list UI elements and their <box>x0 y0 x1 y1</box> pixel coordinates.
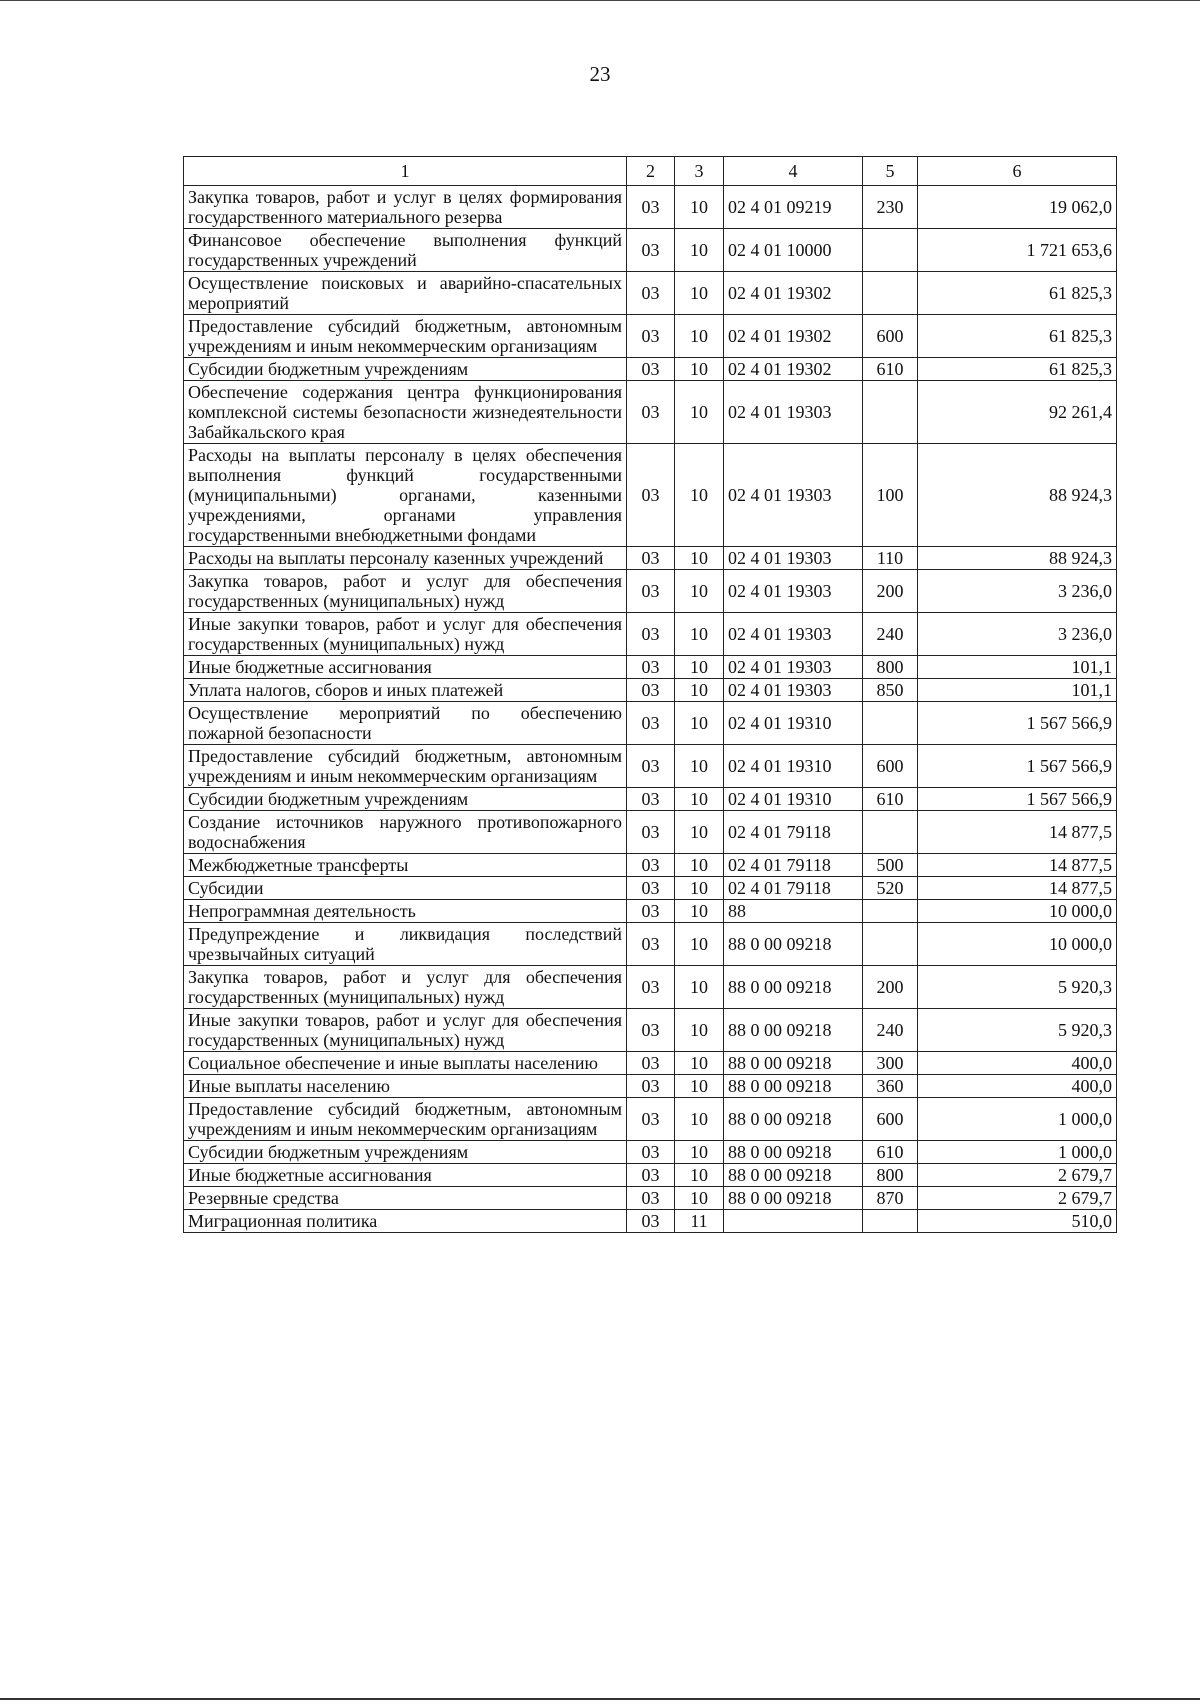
expense-type-cell <box>863 1210 918 1233</box>
header-row <box>184 157 1117 186</box>
amount-cell: 1 000,0 <box>918 1141 1117 1164</box>
amount-cell: 10 000,0 <box>918 900 1117 923</box>
amount-cell: 101,1 <box>918 679 1117 702</box>
amount-cell: 1 000,0 <box>918 1098 1117 1141</box>
target-article-cell: 88 0 00 09218 <box>724 1187 863 1210</box>
target-article-cell: 88 0 00 09218 <box>724 1141 863 1164</box>
expense-name-cell: Создание источников наружного противопожарного водоснабжения <box>184 811 627 854</box>
section-cell: 03 <box>627 656 675 679</box>
subsection-cell: 11 <box>675 1210 724 1233</box>
target-article-cell: 88 0 00 09218 <box>724 1075 863 1098</box>
expense-name-cell: Предоставление субсидий бюджетным, автономным учреждениям и иным некоммерческим организациям <box>184 315 627 358</box>
subsection-cell: 10 <box>675 547 724 570</box>
expense-name-cell: Иные закупки товаров, работ и услуг для обеспечения государственных (муниципальных) нужд <box>184 1009 627 1052</box>
expense-type-cell: 610 <box>863 358 918 381</box>
expense-name-cell: Расходы на выплаты персоналу в целях обеспечения выполнения функций государственными (муниципальными) органами, казенными учреждениями, органами управления государственными внебюджетными фондами <box>184 444 627 547</box>
target-article-cell: 02 4 01 09219 <box>724 186 863 229</box>
section-cell: 03 <box>627 966 675 1009</box>
subsection-cell: 10 <box>675 444 724 547</box>
table-row <box>184 679 1117 702</box>
amount-cell: 2 679,7 <box>918 1164 1117 1187</box>
expense-name-cell: Уплата налогов, сборов и иных платежей <box>184 679 627 702</box>
amount-cell: 400,0 <box>918 1052 1117 1075</box>
amount-cell: 1 567 566,9 <box>918 745 1117 788</box>
subsection-cell: 10 <box>675 1164 724 1187</box>
section-cell: 03 <box>627 854 675 877</box>
subsection-cell: 10 <box>675 656 724 679</box>
section-cell: 03 <box>627 788 675 811</box>
expense-name-cell: Социальное обеспечение и иные выплаты населению <box>184 1052 627 1075</box>
amount-cell: 1 567 566,9 <box>918 702 1117 745</box>
expense-type-cell <box>863 702 918 745</box>
section-cell: 03 <box>627 745 675 788</box>
expense-name-cell: Предупреждение и ликвидация последствий чрезвычайных ситуаций <box>184 923 627 966</box>
subsection-cell: 10 <box>675 1075 724 1098</box>
expense-name-cell: Закупка товаров, работ и услуг для обеспечения государственных (муниципальных) нужд <box>184 966 627 1009</box>
section-cell: 03 <box>627 1187 675 1210</box>
subsection-cell: 10 <box>675 679 724 702</box>
target-article-cell: 02 4 01 19303 <box>724 570 863 613</box>
subsection-cell: 10 <box>675 854 724 877</box>
scan-top-edge <box>0 0 1200 1</box>
section-cell: 03 <box>627 900 675 923</box>
target-article-cell: 02 4 01 19302 <box>724 272 863 315</box>
subsection-cell: 10 <box>675 811 724 854</box>
expense-type-cell: 800 <box>863 656 918 679</box>
expense-name-cell: Иные закупки товаров, работ и услуг для обеспечения государственных (муниципальных) нужд <box>184 613 627 656</box>
table-row <box>184 229 1117 272</box>
expense-type-cell: 240 <box>863 613 918 656</box>
table-row <box>184 1210 1117 1233</box>
table-row <box>184 702 1117 745</box>
expense-type-cell: 200 <box>863 966 918 1009</box>
expense-type-cell: 110 <box>863 547 918 570</box>
subsection-cell: 10 <box>675 381 724 444</box>
subsection-cell: 10 <box>675 229 724 272</box>
section-cell: 03 <box>627 877 675 900</box>
subsection-cell: 10 <box>675 900 724 923</box>
expense-type-cell: 600 <box>863 745 918 788</box>
expense-type-cell: 600 <box>863 315 918 358</box>
subsection-cell: 10 <box>675 923 724 966</box>
expense-name-cell: Субсидии бюджетным учреждениям <box>184 788 627 811</box>
expense-name-cell: Межбюджетные трансферты <box>184 854 627 877</box>
section-cell: 03 <box>627 702 675 745</box>
table-row <box>184 272 1117 315</box>
amount-cell: 1 721 653,6 <box>918 229 1117 272</box>
target-article-cell: 88 0 00 09218 <box>724 1052 863 1075</box>
scan-bottom-edge <box>0 1698 1200 1700</box>
expense-name-cell: Иные выплаты населению <box>184 1075 627 1098</box>
section-cell: 03 <box>627 315 675 358</box>
section-cell: 03 <box>627 1210 675 1233</box>
section-cell: 03 <box>627 1009 675 1052</box>
subsection-cell: 10 <box>675 570 724 613</box>
target-article-cell <box>724 1210 863 1233</box>
amount-cell: 1 567 566,9 <box>918 788 1117 811</box>
section-cell: 03 <box>627 1052 675 1075</box>
amount-cell: 14 877,5 <box>918 877 1117 900</box>
amount-cell: 101,1 <box>918 656 1117 679</box>
table-row <box>184 1075 1117 1098</box>
amount-cell: 5 920,3 <box>918 1009 1117 1052</box>
expense-name-cell: Субсидии бюджетным учреждениям <box>184 358 627 381</box>
table-row <box>184 1187 1117 1210</box>
expense-type-cell: 500 <box>863 854 918 877</box>
table-row <box>184 854 1117 877</box>
subsection-cell: 10 <box>675 186 724 229</box>
expense-type-cell <box>863 229 918 272</box>
table-row <box>184 186 1117 229</box>
subsection-cell: 10 <box>675 1141 724 1164</box>
target-article-cell: 02 4 01 19310 <box>724 788 863 811</box>
section-cell: 03 <box>627 613 675 656</box>
expense-name-cell: Расходы на выплаты персоналу казенных учреждений <box>184 547 627 570</box>
target-article-cell: 02 4 01 19302 <box>724 315 863 358</box>
target-article-cell: 02 4 01 19310 <box>724 745 863 788</box>
expense-name-cell: Финансовое обеспечение выполнения функций государственных учреждений <box>184 229 627 272</box>
expense-type-cell <box>863 272 918 315</box>
expense-type-cell: 610 <box>863 1141 918 1164</box>
expense-type-cell: 100 <box>863 444 918 547</box>
target-article-cell: 02 4 01 19303 <box>724 613 863 656</box>
amount-cell: 510,0 <box>918 1210 1117 1233</box>
table-row <box>184 547 1117 570</box>
expense-type-cell: 800 <box>863 1164 918 1187</box>
expense-name-cell: Иные бюджетные ассигнования <box>184 656 627 679</box>
table-row <box>184 811 1117 854</box>
expense-name-cell: Закупка товаров, работ и услуг в целях формирования государственного материального резерва <box>184 186 627 229</box>
table-row <box>184 1098 1117 1141</box>
amount-cell: 3 236,0 <box>918 613 1117 656</box>
expense-name-cell: Миграционная политика <box>184 1210 627 1233</box>
target-article-cell: 88 <box>724 900 863 923</box>
column-header: 3 <box>675 157 724 186</box>
section-cell: 03 <box>627 272 675 315</box>
section-cell: 03 <box>627 1075 675 1098</box>
target-article-cell: 02 4 01 19303 <box>724 547 863 570</box>
budget-table <box>183 156 1117 1233</box>
expense-type-cell: 230 <box>863 186 918 229</box>
target-article-cell: 02 4 01 19303 <box>724 444 863 547</box>
section-cell: 03 <box>627 444 675 547</box>
subsection-cell: 10 <box>675 272 724 315</box>
table-row <box>184 923 1117 966</box>
subsection-cell: 10 <box>675 966 724 1009</box>
subsection-cell: 10 <box>675 613 724 656</box>
target-article-cell: 02 4 01 79118 <box>724 854 863 877</box>
section-cell: 03 <box>627 1141 675 1164</box>
table-row <box>184 570 1117 613</box>
expense-type-cell <box>863 811 918 854</box>
table-row <box>184 1164 1117 1187</box>
expense-type-cell: 520 <box>863 877 918 900</box>
subsection-cell: 10 <box>675 1187 724 1210</box>
subsection-cell: 10 <box>675 877 724 900</box>
expense-name-cell: Обеспечение содержания центра функционирования комплексной системы безопасности жизнедеятельности Забайкальского края <box>184 381 627 444</box>
expense-type-cell: 610 <box>863 788 918 811</box>
target-article-cell: 02 4 01 19303 <box>724 656 863 679</box>
amount-cell: 14 877,5 <box>918 811 1117 854</box>
table-row <box>184 966 1117 1009</box>
amount-cell: 2 679,7 <box>918 1187 1117 1210</box>
expense-type-cell: 850 <box>863 679 918 702</box>
target-article-cell: 88 0 00 09218 <box>724 923 863 966</box>
section-cell: 03 <box>627 547 675 570</box>
subsection-cell: 10 <box>675 315 724 358</box>
table-row <box>184 1052 1117 1075</box>
column-header: 5 <box>863 157 918 186</box>
expense-name-cell: Непрограммная деятельность <box>184 900 627 923</box>
table-row <box>184 358 1117 381</box>
column-header: 6 <box>918 157 1117 186</box>
table-row <box>184 877 1117 900</box>
expense-type-cell: 200 <box>863 570 918 613</box>
section-cell: 03 <box>627 229 675 272</box>
amount-cell: 61 825,3 <box>918 272 1117 315</box>
expense-type-cell <box>863 923 918 966</box>
expense-name-cell: Предоставление субсидий бюджетным, автономным учреждениям и иным некоммерческим организациям <box>184 1098 627 1141</box>
expense-name-cell: Предоставление субсидий бюджетным, автономным учреждениям и иным некоммерческим организациям <box>184 745 627 788</box>
table-row <box>184 900 1117 923</box>
expense-name-cell: Иные бюджетные ассигнования <box>184 1164 627 1187</box>
table-row <box>184 656 1117 679</box>
target-article-cell: 88 0 00 09218 <box>724 1164 863 1187</box>
expense-type-cell <box>863 900 918 923</box>
section-cell: 03 <box>627 923 675 966</box>
table-row <box>184 315 1117 358</box>
expense-name-cell: Закупка товаров, работ и услуг для обеспечения государственных (муниципальных) нужд <box>184 570 627 613</box>
table-row <box>184 381 1117 444</box>
amount-cell: 61 825,3 <box>918 358 1117 381</box>
amount-cell: 88 924,3 <box>918 547 1117 570</box>
expense-type-cell: 870 <box>863 1187 918 1210</box>
table-row <box>184 1141 1117 1164</box>
amount-cell: 14 877,5 <box>918 854 1117 877</box>
table-row <box>184 613 1117 656</box>
section-cell: 03 <box>627 186 675 229</box>
subsection-cell: 10 <box>675 702 724 745</box>
target-article-cell: 02 4 01 19302 <box>724 358 863 381</box>
table-row <box>184 1009 1117 1052</box>
page-number: 23 <box>589 62 611 86</box>
section-cell: 03 <box>627 358 675 381</box>
table-row <box>184 788 1117 811</box>
amount-cell: 19 062,0 <box>918 186 1117 229</box>
amount-cell: 92 261,4 <box>918 381 1117 444</box>
section-cell: 03 <box>627 1164 675 1187</box>
expense-type-cell: 360 <box>863 1075 918 1098</box>
amount-cell: 5 920,3 <box>918 966 1117 1009</box>
expense-type-cell <box>863 381 918 444</box>
expense-name-cell: Резервные средства <box>184 1187 627 1210</box>
subsection-cell: 10 <box>675 1098 724 1141</box>
amount-cell: 3 236,0 <box>918 570 1117 613</box>
table-row <box>184 745 1117 788</box>
subsection-cell: 10 <box>675 1009 724 1052</box>
target-article-cell: 02 4 01 19303 <box>724 679 863 702</box>
target-article-cell: 88 0 00 09218 <box>724 1009 863 1052</box>
target-article-cell: 88 0 00 09218 <box>724 966 863 1009</box>
table-row <box>184 444 1117 547</box>
expense-name-cell: Субсидии бюджетным учреждениям <box>184 1141 627 1164</box>
target-article-cell: 02 4 01 19310 <box>724 702 863 745</box>
expense-name-cell: Осуществление мероприятий по обеспечению пожарной безопасности <box>184 702 627 745</box>
target-article-cell: 88 0 00 09218 <box>724 1098 863 1141</box>
column-header: 1 <box>184 157 627 186</box>
target-article-cell: 02 4 01 79118 <box>724 877 863 900</box>
section-cell: 03 <box>627 381 675 444</box>
subsection-cell: 10 <box>675 745 724 788</box>
amount-cell: 88 924,3 <box>918 444 1117 547</box>
expense-type-cell: 600 <box>863 1098 918 1141</box>
amount-cell: 400,0 <box>918 1075 1117 1098</box>
expense-name-cell: Осуществление поисковых и аварийно-спасательных мероприятий <box>184 272 627 315</box>
section-cell: 03 <box>627 679 675 702</box>
table-header <box>184 157 1117 186</box>
target-article-cell: 02 4 01 19303 <box>724 381 863 444</box>
amount-cell: 61 825,3 <box>918 315 1117 358</box>
subsection-cell: 10 <box>675 1052 724 1075</box>
column-header: 4 <box>724 157 863 186</box>
table-body <box>184 186 1117 1233</box>
column-header: 2 <box>627 157 675 186</box>
expense-type-cell: 300 <box>863 1052 918 1075</box>
expense-name-cell: Субсидии <box>184 877 627 900</box>
expense-type-cell: 240 <box>863 1009 918 1052</box>
target-article-cell: 02 4 01 79118 <box>724 811 863 854</box>
amount-cell: 10 000,0 <box>918 923 1117 966</box>
section-cell: 03 <box>627 811 675 854</box>
target-article-cell: 02 4 01 10000 <box>724 229 863 272</box>
section-cell: 03 <box>627 570 675 613</box>
subsection-cell: 10 <box>675 788 724 811</box>
section-cell: 03 <box>627 1098 675 1141</box>
subsection-cell: 10 <box>675 358 724 381</box>
